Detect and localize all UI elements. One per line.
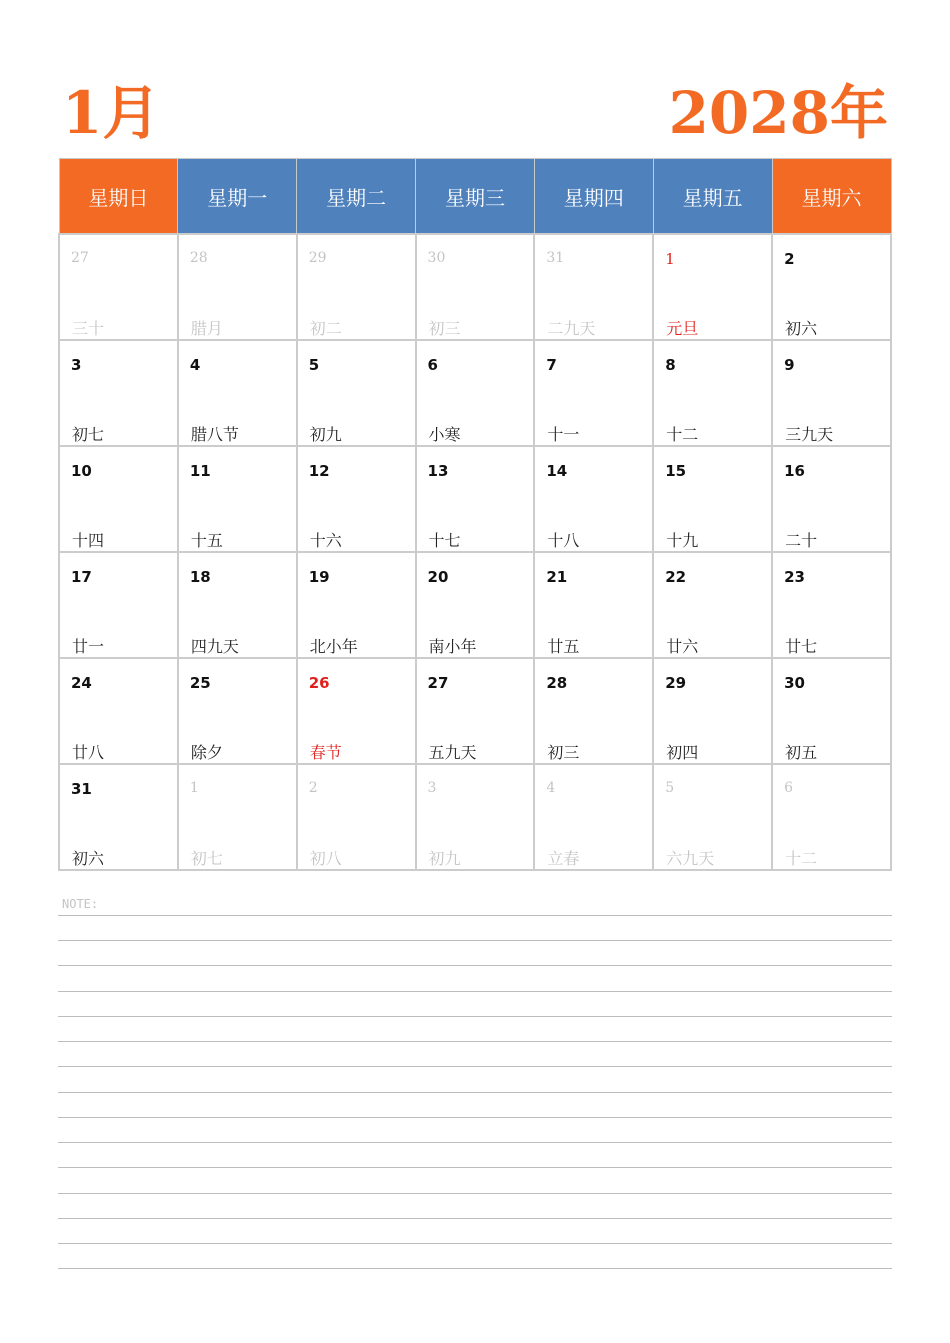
day-number: 2 [784,250,795,268]
note-line [58,965,892,966]
day-number: 3 [71,356,82,374]
note-line [58,1193,892,1194]
lunar-date: 廿七 [785,637,818,656]
day-cell[interactable] [534,552,653,658]
day-cell[interactable] [653,234,772,340]
lunar-date: 北小年 [309,637,358,656]
day-number: 24 [71,674,92,692]
lunar-date: 二十 [785,531,818,550]
day-number: 25 [189,674,211,692]
calendar-week-row [59,658,891,764]
lunar-date: 初七 [72,425,105,444]
note-line [58,1016,892,1017]
day-cell[interactable] [416,764,535,870]
lunar-date: 廿一 [72,637,105,656]
day-cell[interactable] [178,764,297,870]
note-label: NOTE: [62,897,99,911]
day-number: 6 [427,356,438,374]
lunar-date: 腊月 [190,319,223,338]
day-number: 9 [784,356,795,374]
day-cell[interactable] [653,340,772,446]
weekday-header-wed: 星期三 [416,159,535,235]
lunar-date: 十五 [190,531,223,550]
day-cell[interactable] [59,764,178,870]
lunar-date: 十九 [666,531,699,550]
day-number: 30 [427,250,446,266]
weekday-header-row [59,159,891,235]
note-line [58,1268,892,1269]
day-cell[interactable] [653,446,772,552]
weekday-header-thu: 星期四 [534,159,653,235]
lunar-date: 三九天 [785,425,834,444]
day-number: 8 [665,356,676,374]
lunar-date: 廿八 [72,743,105,762]
weekday-header-sat: 星期六 [772,159,891,235]
day-number: 27 [427,674,449,692]
note-line [58,1218,892,1219]
lunar-date: 廿六 [666,637,699,656]
weekday-header-mon: 星期一 [178,159,297,235]
day-cell[interactable] [416,234,535,340]
day-number: 7 [546,356,557,374]
lunar-date: 南小年 [428,637,477,656]
calendar-week-row [59,234,891,340]
day-cell[interactable] [534,658,653,764]
lunar-date: 初五 [785,743,818,762]
day-cell[interactable] [297,446,416,552]
lunar-date: 十一 [547,425,580,444]
day-number: 15 [665,462,687,480]
day-cell[interactable] [416,552,535,658]
lunar-date: 六九天 [666,849,715,868]
day-number: 1 [665,250,675,268]
weekday-header-fri: 星期五 [653,159,772,235]
day-cell[interactable] [772,552,891,658]
day-cell[interactable] [772,764,891,870]
day-cell[interactable] [59,552,178,658]
calendar-grid [58,158,892,871]
lunar-date: 春节 [309,743,342,762]
note-line [58,1142,892,1143]
day-cell[interactable] [534,234,653,340]
day-cell[interactable] [297,234,416,340]
note-line [58,1066,892,1067]
day-number: 2 [308,780,318,796]
note-line [58,1117,892,1118]
day-cell[interactable] [178,340,297,446]
day-number: 31 [546,250,565,266]
day-number: 4 [189,356,201,374]
day-cell[interactable] [178,234,297,340]
day-cell[interactable] [59,234,178,340]
lunar-date: 四九天 [190,637,239,656]
day-cell[interactable] [534,764,653,870]
note-line [58,1167,892,1168]
calendar-week-row [59,764,891,870]
day-number: 26 [308,674,330,692]
lunar-date: 初三 [428,319,461,338]
day-number: 29 [308,250,327,266]
day-number: 20 [427,568,449,586]
note-line [58,991,892,992]
day-number: 31 [71,780,92,798]
day-cell[interactable] [297,764,416,870]
lunar-date: 十七 [428,531,461,550]
weekday-header-sun: 星期日 [59,159,178,235]
lunar-date: 十四 [72,531,105,550]
day-cell[interactable] [772,340,891,446]
note-line [58,1092,892,1093]
day-number: 23 [784,568,805,586]
month-title: 1月 [62,79,161,147]
day-number: 5 [665,780,675,796]
day-number: 13 [427,462,449,480]
day-number: 18 [189,568,211,586]
day-cell[interactable] [297,340,416,446]
note-line [58,1041,892,1042]
calendar-week-row [59,340,891,446]
lunar-date: 初九 [428,849,461,868]
day-number: 4 [546,780,556,796]
day-number: 28 [189,250,208,266]
day-cell[interactable] [653,764,772,870]
day-number: 30 [784,674,805,692]
note-line [58,915,892,916]
lunar-date: 五九天 [428,743,477,762]
lunar-date: 十二 [785,849,818,868]
year-title: 2028年 [668,79,888,147]
note-line [58,1243,892,1244]
day-number: 11 [189,462,211,480]
day-number: 19 [308,568,330,586]
lunar-date: 初七 [190,849,223,868]
lunar-date: 除夕 [190,743,223,762]
day-number: 29 [665,674,687,692]
lunar-date: 立春 [547,849,580,868]
note-line [58,940,892,941]
day-number: 16 [784,462,805,480]
day-cell[interactable] [416,340,535,446]
day-cell[interactable] [416,658,535,764]
lunar-date: 二九天 [547,319,596,338]
lunar-date: 十六 [309,531,342,550]
day-number: 1 [189,780,199,796]
day-number: 6 [784,780,793,796]
calendar-week-row [59,446,891,552]
lunar-date: 三十 [72,319,105,338]
day-number: 22 [665,568,687,586]
lunar-date: 初八 [309,849,342,868]
lunar-date: 小寒 [428,425,461,444]
lunar-date: 初三 [547,743,580,762]
day-number: 3 [427,780,437,796]
day-cell[interactable] [653,658,772,764]
day-number: 10 [71,462,92,480]
weekday-header-tue: 星期二 [297,159,416,235]
day-cell[interactable] [178,552,297,658]
calendar-body [59,234,891,870]
lunar-date: 初六 [785,319,818,338]
day-cell[interactable] [59,658,178,764]
day-cell[interactable] [772,658,891,764]
lunar-date: 初六 [72,849,105,868]
lunar-date: 腊八节 [190,425,239,444]
day-number: 21 [546,568,568,586]
lunar-date: 元旦 [666,319,699,338]
day-number: 5 [308,356,320,374]
day-cell[interactable] [297,552,416,658]
day-number: 14 [546,462,568,480]
day-cell[interactable] [178,446,297,552]
day-cell[interactable] [297,658,416,764]
lunar-date: 初九 [309,425,342,444]
day-cell[interactable] [416,446,535,552]
day-cell[interactable] [534,340,653,446]
lunar-date: 廿五 [547,637,580,656]
day-number: 27 [71,250,89,266]
day-number: 17 [71,568,92,586]
day-cell[interactable] [59,340,178,446]
day-number: 12 [308,462,330,480]
day-cell[interactable] [534,446,653,552]
lunar-date: 初四 [666,743,699,762]
lunar-date: 十八 [547,531,580,550]
day-number: 28 [546,674,568,692]
day-cell[interactable] [653,552,772,658]
lunar-date: 十二 [666,425,699,444]
day-cell[interactable] [178,658,297,764]
day-cell[interactable] [772,446,891,552]
lunar-date: 初二 [309,319,342,338]
day-cell[interactable] [59,446,178,552]
calendar-week-row [59,552,891,658]
day-cell[interactable] [772,234,891,340]
